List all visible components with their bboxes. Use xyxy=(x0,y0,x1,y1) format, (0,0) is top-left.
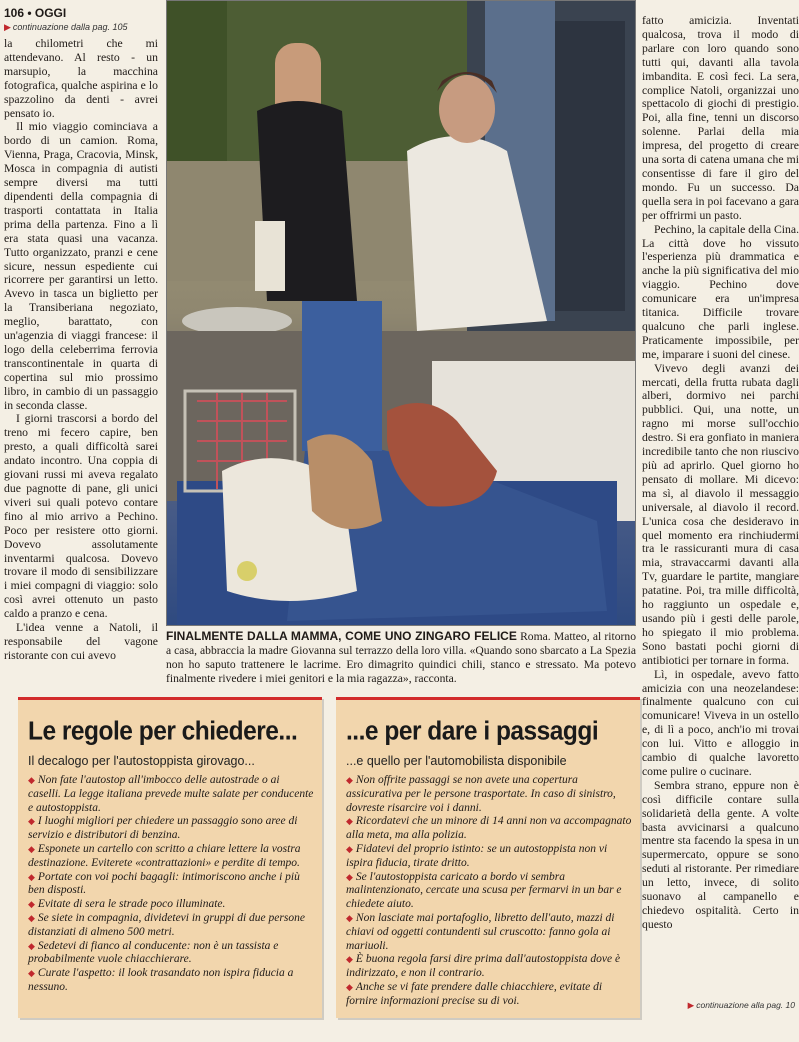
photo-illustration xyxy=(167,1,635,625)
rule-item: ◆ Non lasciate mai portafoglio, libretto dell'auto, mazzi di chiavi od oggetti contundenti sul cruscotto: fanno gola ai mariuoli. xyxy=(346,911,615,952)
rule-item: ◆ Ricordatevi che un minore di 14 anni non va accompagnato alla meta, ma alla polizia. xyxy=(346,815,632,842)
box-title: Le regole per chiedere... xyxy=(28,717,298,746)
arrow-icon: ▶ xyxy=(687,1000,695,1010)
rule-item: ◆ Curate l'aspetto: il look trasandato non ispira fiducia a nessuno. xyxy=(28,967,294,993)
bullet-icon: ◆ xyxy=(346,954,353,965)
rule-item: ◆ Se siete in compagnia, dividetevi in gruppi di due persone distanziati di almeno 500 metri. xyxy=(28,911,305,938)
continued-from-note xyxy=(4,22,128,33)
article-paragraph: Lì, in ospedale, avevo fatto amicizia con una neozelandese: finalmente qualcuno con cui comunicare! Viveva in un ostello e, di lì a poco, anch'io mi trovai con lui. Vitto e alloggio in cambio di qualche lavoretto come pulire o cucinare. xyxy=(642,667,799,778)
box-subtitle: ...e quello per l'automobilista disponibile xyxy=(346,754,567,768)
rule-item: ◆ I luoghi migliori per chiedere un passaggio sono aree di servizio e distributori di benzina. xyxy=(28,815,298,842)
article-paragraph: Sembra strano, eppure non è così difficile contare sulla solidarietà della gente. A volte basta avvicinarsi a qualcuno mentre sta facendo la spesa in un supermercato, oppure se sono seduti al ristorante. Per rimediare un letto, invece, di solito suonavo al campanello e chiedevo ospitalità. Certo in questo xyxy=(642,778,799,931)
rule-item: ◆ È buona regola farsi dire prima dall'autostoppista dove è indirizzato, e non il contrario. xyxy=(346,953,621,980)
bullet-icon: ◆ xyxy=(346,981,353,992)
rules-list xyxy=(346,774,632,1009)
article-paragraph: Il mio viaggio cominciava a bordo di un camion. Roma, Vienna, Praga, Cracovia, Minsk, Mosca in compagnia di autisti sempre diversi ma tutti dipendenti della compagnia di trasporti contattata in Italia prima della partenza. Fino a lì era stata quasi una vacanza. Tutto organizzato, pranzi e cene sicure, nessun espediente cui ricorrere per garantirsi un letto. Avevo in tasca un biglietto per la Transiberiana negoziato, meglio, barattato, con un'agenzia di viaggi francese: il logo della celeberrima ferrovia transcontinentale in quarta di copertina sul mio prossimo libro, in cambio di un passaggio in seconda classe. xyxy=(4,120,158,412)
bullet-icon: ◆ xyxy=(28,912,35,923)
bullet-icon: ◆ xyxy=(346,775,353,785)
continued-to-text: continuazione alla pag. 10 xyxy=(696,1000,795,1010)
bullet-icon: ◆ xyxy=(28,871,35,882)
article-paragraph: Pechino, la capitale della Cina. La città dove ho vissuto l'esperienza più drammatica e anche la più significativa del mio viaggio. Pechino dove comunicare era un'impresa titanica. Difficile trovare qualcuno che parli inglese. Praticamente impossibile, per me, imparare i suoni del cinese. xyxy=(642,222,799,361)
article-column-right xyxy=(642,14,799,1004)
article-paragraph: I giorni trascorsi a bordo del treno mi fecero capire, ben presto, a quali difficoltà sarei andato incontro. Una coppia di giovani russi mi aveva regalato due pagnotte di pane, gli unici viveri sui quali potevo contare fino al mio arrivo a Pechino. Poco per resistere otto giorni. Dovevo assolutamente inventarmi qualcosa. Dovevo trovare il modo di sensibilizzare i miei compagni di viaggio: solo così avrei ottenuto un pasto caldo a pranzo e cena. xyxy=(4,412,158,621)
photo-mother-and-son xyxy=(166,0,636,626)
bullet-icon: ◆ xyxy=(28,843,35,854)
continued-from-text: continuazione dalla pag. 105 xyxy=(12,22,128,32)
bullet-icon: ◆ xyxy=(28,899,35,910)
article-paragraph: fatto amicizia. Inventati qualcosa, trova il modo di parlare con loro quando sono tutti qui, davanti alla tavola imbandita. E così feci. La sera, complice Natoli, organizzai uno spettacolo di giochi di prestigio. Poi, alla fine, tenni un discorso solenne. Parlai della mia impresa, del progetto di creare una sorta di catena umana che mi consentisse di fare il giro del mondo. Fu un successo. Da quella sera in poi facevano a gara per offrirmi un pasto. xyxy=(642,14,799,222)
hitchhiker-rules-box xyxy=(18,697,322,1018)
rule-item: ◆ Sedetevi di fianco al conducente: non è un tassista e probabilmente vuole chiacchierare. xyxy=(28,939,279,966)
bullet-icon: ◆ xyxy=(28,968,35,979)
rule-item: ◆ Non offrite passaggi se non avete una copertura assicurativa per le persone trasportate. In caso di sinistro, dovreste risarcire voi i danni. xyxy=(346,774,616,814)
box-subtitle: Il decalogo per l'autostoppista girovago... xyxy=(28,754,255,768)
arrow-icon: ▶ xyxy=(4,22,11,32)
caption-headline: FINALMENTE DALLA MAMMA, COME UNO ZINGARO FELICE xyxy=(166,629,517,643)
article-column-left xyxy=(4,37,158,697)
rule-item: ◆ Se l'autostoppista caricato a bordo vi sembra malintenzionato, cercate una scusa per fermarvi in un bar e chiedete aiuto. xyxy=(346,870,622,911)
rule-item: ◆ Portate con voi pochi bagagli: intimoriscono anche i più ben disposti. xyxy=(28,870,300,897)
continued-to-note xyxy=(688,1000,795,1011)
photo-caption xyxy=(166,630,636,686)
bullet-icon: ◆ xyxy=(28,940,35,951)
page-number: 106 • OGGI xyxy=(4,6,67,20)
driver-rules-box xyxy=(336,697,640,1018)
article-paragraph: Vivevo degli avanzi dei mercati, della frutta rubata dagli alberi, dormivo nei parchi pubblici. Qui, una notte, un ragno mi morse sull'occhio destro. Si era gonfiato in maniera incredibile tanto che non riuscivo più ad aprirlo. Quel giorno ho pensato di mollare. Mi dicevo: ma sì, al diavolo il messaggio universale, al diavolo il record. L'unica cosa che desideravo in quel momento era rinchiudermi tra le rassicuranti mura di casa mia, stravaccarmi davanti alla Tv, guardare le partite, mangiare patatine. Poi, tra mille difficoltà, ho raggiunto un ospedale e, usando più i gesti delle parole, ho spiegato il mio problema. Sono bastati pochi giorni di antibiotici per tornare in forma. xyxy=(642,361,799,667)
bullet-icon: ◆ xyxy=(346,816,353,827)
rule-item: ◆ Evitate di sera le strade poco illuminate. xyxy=(28,898,226,911)
bullet-icon: ◆ xyxy=(28,816,35,827)
article-paragraph: L'idea venne a Natoli, il responsabile del vagone ristorante con cui avevo xyxy=(4,621,158,662)
bullet-icon: ◆ xyxy=(28,775,35,785)
caption-text: Roma. Matteo, al ritorno a casa, abbraccia la madre Giovanna sul terrazzo della loro villa. «Quando sono sbarcato a La Spezia non ho saputo trattenere le lacrime. Ero dimagrito quindici chili, stanco e stressato. Ma potevo finalmente rivedere i miei genitori e la mia ragazza», racconta. xyxy=(166,630,636,685)
rule-item: ◆ Anche se vi fate prendere dalle chiacchiere, evitate di fornire informazioni precise su di voi. xyxy=(346,980,603,1007)
rule-item: ◆ Fidatevi del proprio istinto: se un autostoppista non vi ispira fiducia, tirate dritto. xyxy=(346,842,608,869)
bullet-icon: ◆ xyxy=(346,912,353,923)
article-paragraph: la chilometri che mi attendevano. Al resto - un marsupio, la macchina fotografica, qualche aspirina e lo spazzolino da denti - avrei pensato io. xyxy=(4,37,158,120)
bullet-icon: ◆ xyxy=(346,843,353,854)
bullet-icon: ◆ xyxy=(346,871,353,882)
rules-list xyxy=(28,774,314,995)
rule-item: ◆ Esponete un cartello con scritto a chiare lettere la vostra destinazione. Eviterete «contrattazioni» e perdite di tempo. xyxy=(28,842,301,869)
rule-item: ◆ Non fate l'autostop all'imbocco delle autostrade o ai caselli. La legge italiana prevede multe salate per conducente e autostoppista. xyxy=(28,774,314,814)
box-title: ...e per dare i passaggi xyxy=(346,717,599,746)
